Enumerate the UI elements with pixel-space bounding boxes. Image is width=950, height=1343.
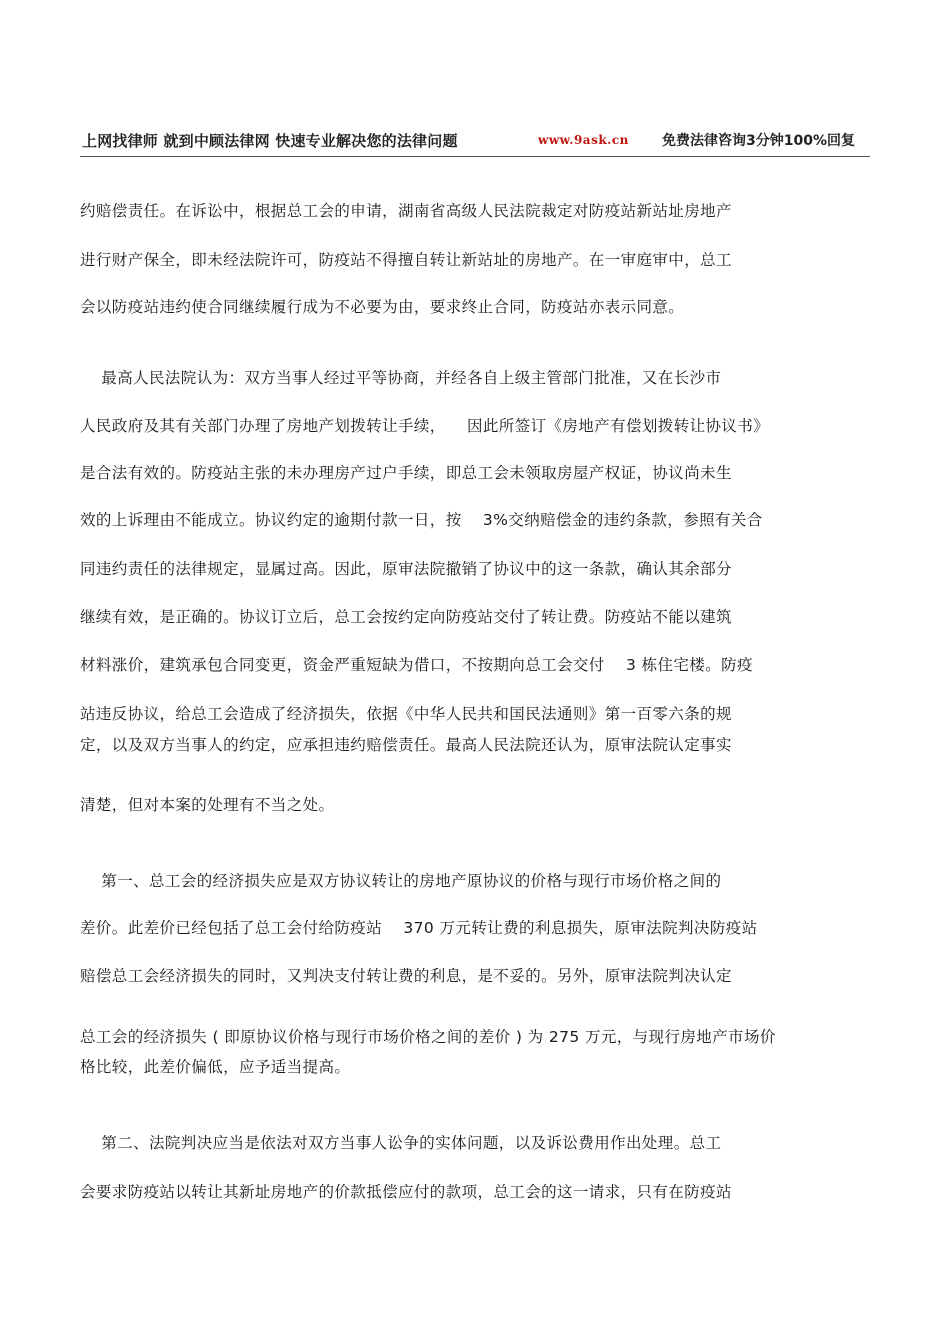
body-line: 会要求防疫站以转让其新址房地产的价款抵偿应付的款项，总工会的这一请求，只有在防疫站 bbox=[80, 1183, 732, 1201]
body-line: 第二、法院判决应当是依法对双方当事人讼争的实体问题，以及诉讼费用作出处理。总工 bbox=[80, 1134, 722, 1152]
header-consult-text: 免费法律咨询3分钟100%回复 bbox=[662, 133, 855, 149]
body-line: 会以防疫站违约使合同继续履行成为不必要为由，要求终止合同，防疫站亦表示同意。 bbox=[80, 298, 685, 316]
body-line: 进行财产保全，即未经法院许可，防疫站不得擅自转让新站址的房地产。在一审庭审中，总工 bbox=[80, 251, 732, 269]
body-line: 赔偿总工会经济损失的同时，又判决支付转让费的利息，是不妥的。另外，原审法院判决认定 bbox=[80, 967, 732, 985]
body-line: 是合法有效的。防疫站主张的未办理房产过户手续，即总工会未领取房屋产权证，协议尚未生 bbox=[80, 464, 732, 482]
body-line: 继续有效，是正确的。协议订立后，总工会按约定向防疫站交付了转让费。防疫站不能以建筑 bbox=[80, 608, 732, 626]
body-line: 效的上诉理由不能成立。协议约定的逾期付款一日，按 3%交纳赔偿金的违约条款，参照有关合 bbox=[80, 511, 763, 529]
body-line: 定，以及双方当事人的约定，应承担违约赔偿责任。最高人民法院还认为，原审法院认定事实 bbox=[80, 736, 732, 754]
body-line: 清楚，但对本案的处理有不当之处。 bbox=[80, 796, 335, 814]
body-line: 差价。此差价已经包括了总工会付给防疫站 370 万元转让费的利息损失，原审法院判决防疫站 bbox=[80, 919, 758, 937]
body-line: 站违反协议，给总工会造成了经济损失，依据《中华人民共和国民法通则》第一百零六条的规 bbox=[80, 705, 732, 723]
body-line: 材料涨价，建筑承包合同变更，资金严重短缺为借口，不按期向总工会交付 3 栋住宅楼。防疫 bbox=[80, 656, 753, 674]
page-header bbox=[80, 126, 870, 157]
body-line: 最高人民法院认为：双方当事人经过平等协商，并经各自上级主管部门批准，又在长沙市 bbox=[80, 369, 722, 387]
header-site-link[interactable]: www.9ask.cn bbox=[538, 133, 629, 147]
body-line: 同违约责任的法律规定，显属过高。因此，原审法院撤销了协议中的这一条款，确认其余部分 bbox=[80, 560, 732, 578]
body-line: 总工会的经济损失 ( 即原协议价格与现行市场价格之间的差价 ) 为 275 万元，与现行房地产市场价 bbox=[80, 1028, 776, 1046]
body-line: 格比较，此差价偏低，应予适当提高。 bbox=[80, 1058, 351, 1076]
body-line: 约赔偿责任。在诉讼中，根据总工会的申请，湖南省高级人民法院裁定对防疫站新站址房地产 bbox=[80, 202, 732, 220]
header-slogan: 上网找律师 就到中顾法律网 快速专业解决您的法律问题 bbox=[82, 132, 458, 150]
body-line: 第一、总工会的经济损失应是双方协议转让的房地产原协议的价格与现行市场价格之间的 bbox=[80, 872, 722, 890]
body-line: 人民政府及其有关部门办理了房地产划拨转让手续， 因此所签订《房地产有偿划拨转让协议书》 bbox=[80, 417, 770, 435]
